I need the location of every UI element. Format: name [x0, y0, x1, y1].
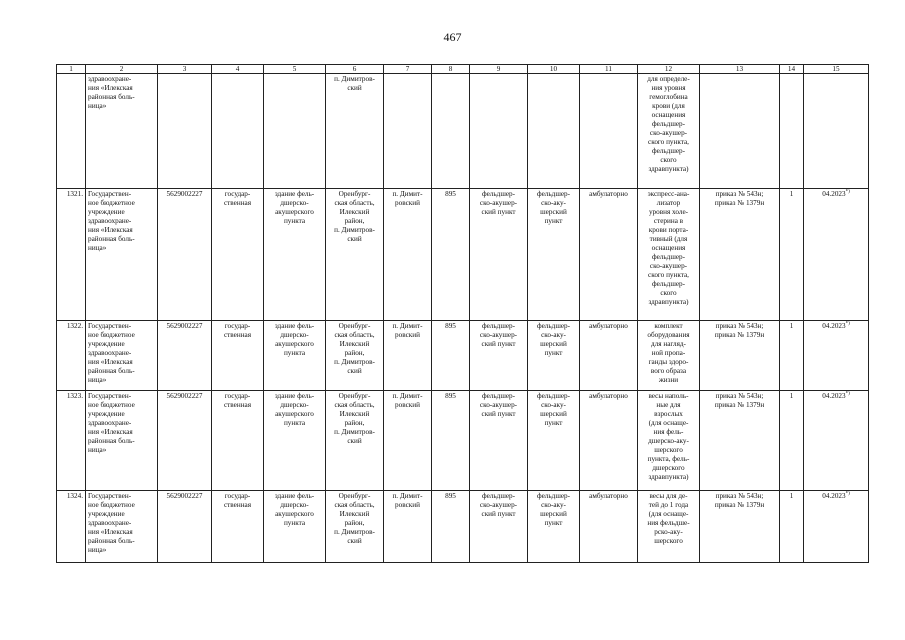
subunit-type: фельдшер- ско-аку- шерский пункт	[528, 491, 580, 563]
row-number: 1324.	[57, 491, 86, 563]
equipment-name: экспресс-ана- лизатор уровня холе- стерина в крови порта- тивный (для оснащения фельдшер- ско-акушер- ского пункта, фельдшер- ского здравпункта)	[638, 189, 700, 321]
inn: 5629002227	[158, 189, 212, 321]
table-row	[57, 491, 869, 563]
order-reference: приказ № 543н; приказ № 1379н	[700, 491, 780, 563]
building-type: здание фель- дшерско- акушерского пункта	[264, 491, 326, 563]
date: 04.2023*)	[804, 391, 869, 491]
column-number: 10	[528, 65, 580, 74]
date: 04.2023*)	[804, 189, 869, 321]
date	[804, 74, 869, 189]
date: 04.2023*)	[804, 321, 869, 391]
quantity: 1	[780, 321, 804, 391]
column-number: 15	[804, 65, 869, 74]
locality	[384, 74, 432, 189]
inn: 5629002227	[158, 321, 212, 391]
subunit-type: фельдшер- ско-аку- шерский пункт	[528, 391, 580, 491]
organization-name: Государствен- ное бюджетное учреждение здравоохране- ния «Илекская районная боль- ница»	[86, 321, 158, 391]
equipment-name: комплект оборудования для нагляд- ной пропа- ганды здоро- вого образа жизни	[638, 321, 700, 391]
building-type: здание фель- дшерско- акушерского пункта	[264, 189, 326, 321]
subunit-type: фельдшер- ско-аку- шерский пункт	[528, 321, 580, 391]
order-reference: приказ № 543н; приказ № 1379н	[700, 189, 780, 321]
table-row	[57, 189, 869, 321]
code: 895	[432, 189, 470, 321]
order-reference: приказ № 543н; приказ № 1379н	[700, 321, 780, 391]
row-number: 1321.	[57, 189, 86, 321]
column-number: 1	[57, 65, 86, 74]
unit-type: фельдшер- ско-акушер- ский пункт	[470, 321, 528, 391]
organization-name: здравоохране- ния «Илекская районная боль- ница»	[86, 74, 158, 189]
ownership-form: государ- ственная	[212, 491, 264, 563]
table-row	[57, 391, 869, 491]
subunit-type: фельдшер- ско-аку- шерский пункт	[528, 189, 580, 321]
locality: п. Димит- ровский	[384, 321, 432, 391]
unit-type: фельдшер- ско-акушер- ский пункт	[470, 491, 528, 563]
code	[432, 74, 470, 189]
ownership-form: государ- ственная	[212, 321, 264, 391]
column-number: 7	[384, 65, 432, 74]
order-reference: приказ № 543н; приказ № 1379н	[700, 391, 780, 491]
building-type: здание фель- дшерско- акушерского пункта	[264, 321, 326, 391]
locality: п. Димит- ровский	[384, 189, 432, 321]
ownership-form	[212, 74, 264, 189]
ownership-form: государ- ственная	[212, 189, 264, 321]
unit-type: фельдшер- ско-акушер- ский пункт	[470, 391, 528, 491]
table-row	[57, 74, 869, 189]
equipment-name: весы наполь- ные для взрослых (для оснаще- ния фель- дшерско-аку- шерского пункта, фель- дшерского здравпункта)	[638, 391, 700, 491]
equipment-name: весы для де- тей до 1 года (для оснаще- ния фельдше- рско-аку- шерского	[638, 491, 700, 563]
column-number: 11	[580, 65, 638, 74]
inn: 5629002227	[158, 391, 212, 491]
column-number: 2	[86, 65, 158, 74]
equipment-name: для определе- ния уровня гемоглобина крови (для оснащения фельдшер- ско-акушер- ского пункта, фельдшер- ского здравпункта)	[638, 74, 700, 189]
page-number: 467	[443, 30, 462, 44]
row-number	[57, 74, 86, 189]
ownership-form: государ- ственная	[212, 391, 264, 491]
address: п. Димитров- ский	[326, 74, 384, 189]
quantity: 1	[780, 189, 804, 321]
address: Оренбург- ская область, Илекский район, п. Димитров- ский	[326, 189, 384, 321]
organization-name: Государствен- ное бюджетное учреждение здравоохране- ния «Илекская районная боль- ница»	[86, 491, 158, 563]
address: Оренбург- ская область, Илекский район, п. Димитров- ский	[326, 491, 384, 563]
column-number: 3	[158, 65, 212, 74]
inn	[158, 74, 212, 189]
subunit-type	[528, 74, 580, 189]
quantity: 1	[780, 491, 804, 563]
address: Оренбург- ская область, Илекский район, п. Димитров- ский	[326, 321, 384, 391]
code: 895	[432, 491, 470, 563]
column-number: 9	[470, 65, 528, 74]
care-conditions: амбулаторно	[580, 321, 638, 391]
table-row	[57, 321, 869, 391]
quantity: 1	[780, 391, 804, 491]
care-conditions: амбулаторно	[580, 391, 638, 491]
building-type	[264, 74, 326, 189]
care-conditions	[580, 74, 638, 189]
unit-type	[470, 74, 528, 189]
locality: п. Димит- ровский	[384, 391, 432, 491]
building-type: здание фель- дшерско- акушерского пункта	[264, 391, 326, 491]
organization-name: Государствен- ное бюджетное учреждение здравоохране- ния «Илекская районная боль- ница»	[86, 189, 158, 321]
column-number: 14	[780, 65, 804, 74]
date: 04.2023*)	[804, 491, 869, 563]
column-number: 13	[700, 65, 780, 74]
column-number: 5	[264, 65, 326, 74]
column-number: 8	[432, 65, 470, 74]
row-number: 1322.	[57, 321, 86, 391]
row-number: 1323.	[57, 391, 86, 491]
order-reference	[700, 74, 780, 189]
unit-type: фельдшер- ско-акушер- ский пункт	[470, 189, 528, 321]
locality: п. Димит- ровский	[384, 491, 432, 563]
column-number-row	[57, 65, 869, 74]
column-number: 6	[326, 65, 384, 74]
equipment-table	[56, 64, 869, 563]
code: 895	[432, 391, 470, 491]
quantity	[780, 74, 804, 189]
column-number: 4	[212, 65, 264, 74]
code: 895	[432, 321, 470, 391]
care-conditions: амбулаторно	[580, 491, 638, 563]
column-number: 12	[638, 65, 700, 74]
organization-name: Государствен- ное бюджетное учреждение здравоохране- ния «Илекская районная боль- ница»	[86, 391, 158, 491]
care-conditions: амбулаторно	[580, 189, 638, 321]
address: Оренбург- ская область, Илекский район, п. Димитров- ский	[326, 391, 384, 491]
inn: 5629002227	[158, 491, 212, 563]
